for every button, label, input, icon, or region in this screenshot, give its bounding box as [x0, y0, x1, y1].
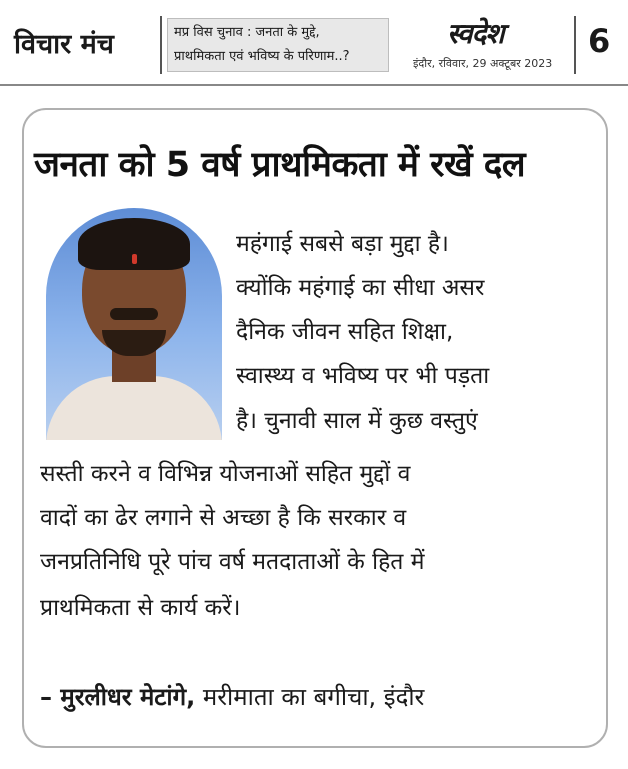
author-signature	[40, 680, 424, 713]
page-header	[0, 0, 628, 84]
header-divider	[160, 16, 162, 74]
body-line: दैनिक जीवन सहित शिक्षा,	[236, 319, 454, 345]
newspaper-logo: स्वदेश	[447, 17, 504, 50]
author-place: मरीमाता का बगीचा, इंदौर	[202, 683, 425, 711]
teaser-box[interactable]	[167, 18, 389, 72]
page-number: 6	[588, 22, 611, 60]
header-rule	[0, 84, 628, 86]
dateline: इंदौर, रविवार, 29 अक्टूबर 2023	[413, 57, 553, 70]
teaser-line: प्राथमिकता एवं भविष्य के परिणाम..?	[174, 49, 350, 64]
body-line: वादों का ढेर लगाने से अच्छा है कि सरकार व	[40, 505, 407, 531]
body-line: जनप्रतिनिधि पूरे पांच वर्ष मतदाताओं के हित में	[40, 549, 425, 575]
teaser-line: मप्र विस चुनाव : जनता के मुद्दे,	[174, 25, 320, 40]
body-line: है। चुनावी साल में कुछ वस्तुएं	[236, 408, 478, 434]
body-line: प्राथमिकता से कार्य करें।	[40, 595, 241, 621]
body-line: सस्ती करने व विभिन्न योजनाओं सहित मुद्दों व	[40, 461, 411, 487]
section-title: विचार मंच	[14, 29, 114, 60]
author-photo	[46, 208, 222, 440]
header-divider	[574, 16, 576, 74]
body-line: स्वास्थ्य व भविष्य पर भी पड़ता	[236, 363, 490, 389]
body-line: क्योंकि महंगाई का सीधा असर	[236, 275, 485, 301]
body-line: महंगाई सबसे बड़ा मुद्दा है।	[236, 231, 449, 257]
author-name: – मुरलीधर मेटांगे,	[40, 683, 196, 711]
headline: जनता को 5 वर्ष प्राथमिकता में रखें दल	[34, 145, 526, 185]
